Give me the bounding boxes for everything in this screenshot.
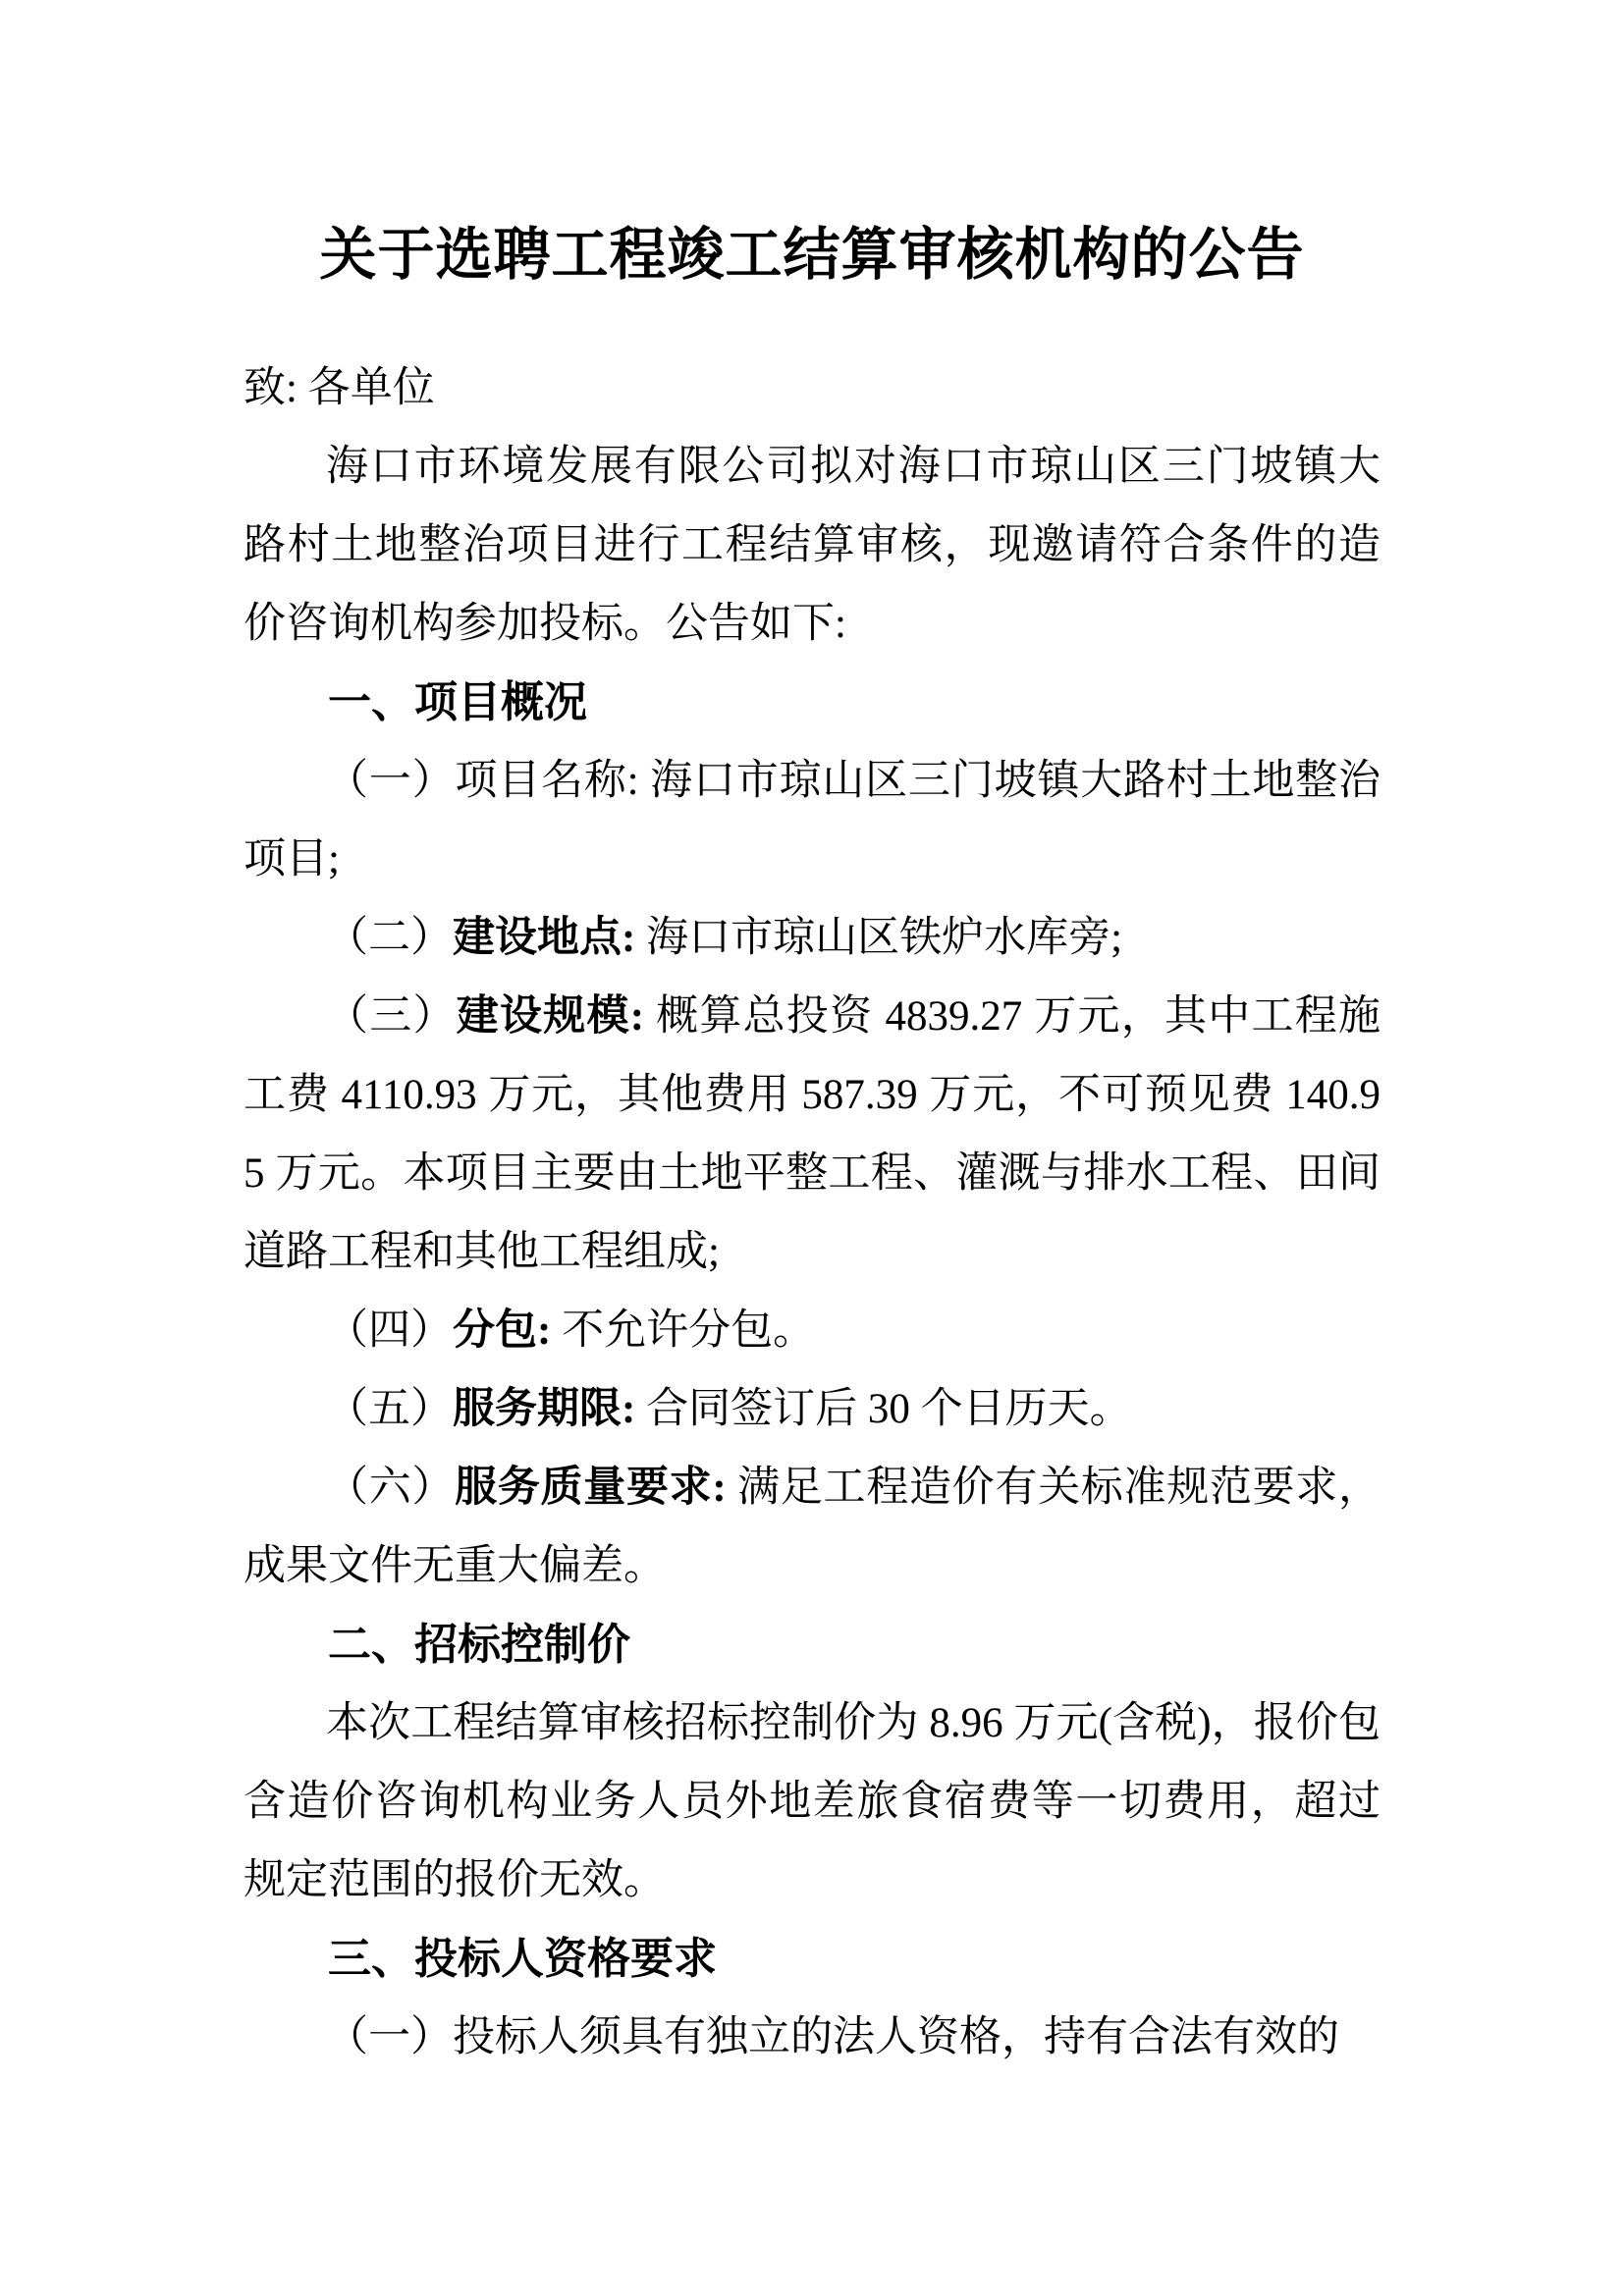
- section-1-item-2: [244, 899, 1380, 978]
- section-1-item-4: [244, 1292, 1380, 1370]
- intro-paragraph: 海口市环境发展有限公司拟对海口市琼山区三门坡镇大路村土地整治项目进行工程结算审核，现邀请符合条件的造价咨询机构参加投标。公告如下:: [244, 444, 1380, 647]
- item-prefix: （四）: [326, 1308, 453, 1354]
- item-text: 海口市琼山区三门坡镇大路村土地整治项目;: [244, 758, 1381, 882]
- section-1-item-3: [244, 978, 1380, 1292]
- item-text: 概算总投资 4839.27 万元，其中工程施工费 4110.93 万元，其他费用 587.39 万元，不可预见费 140.95 万元。本项目主要由土地平整工程、灌溉与排水工程、田间道路工程和其他工程组成;: [244, 993, 1381, 1275]
- document-title: 关于选聘工程竣工结算审核机构的公告: [319, 223, 1305, 287]
- item-label: 服务质量要求:: [455, 1465, 727, 1511]
- item-prefix: （一）: [326, 2014, 453, 2060]
- section-1-item-1: [244, 742, 1380, 899]
- section-1-item-6: [244, 1449, 1380, 1606]
- item-prefix: （二）: [326, 915, 453, 961]
- item-prefix: （一）: [326, 758, 456, 804]
- item-label: 服务期限:: [453, 1386, 636, 1432]
- item-text: 满足工程造价有关标准规范要求，成果文件无重大偏差。: [244, 1465, 1381, 1589]
- item-label: 建设地点:: [453, 915, 636, 961]
- section-2-heading: 二、招标控制价: [328, 1621, 630, 1669]
- item-prefix: （六）: [326, 1465, 456, 1511]
- item-text: 合同签订后 30 个日历天。: [635, 1386, 1132, 1432]
- item-text: 不允许分包。: [551, 1308, 816, 1354]
- item-prefix: （五）: [326, 1386, 453, 1432]
- document-body: [244, 349, 1380, 2077]
- section-1-item-5: [244, 1370, 1380, 1449]
- item-label: 建设规模:: [456, 993, 645, 1040]
- section-2-paragraph: 本次工程结算审核招标控制价为 8.96 万元(含税)，报价包含造价咨询机构业务人员外地差旅食宿费等一切费用，超过规定范围的报价无效。: [244, 1700, 1380, 1903]
- item-label: 项目名称:: [455, 758, 639, 804]
- item-text: 投标人须具有独立的法人资格，持有合法有效的: [453, 2014, 1339, 2060]
- item-prefix: （三）: [326, 993, 457, 1040]
- item-text: 海口市琼山区铁炉水库旁;: [635, 915, 1123, 961]
- section-3-heading: 三、投标人资格要求: [328, 1935, 717, 1983]
- salutation-line: 致: 各单位: [244, 365, 435, 411]
- section-3-item-1: [244, 1999, 1380, 2077]
- section-1-heading: 一、项目概况: [328, 678, 587, 726]
- item-label: 分包:: [453, 1308, 552, 1354]
